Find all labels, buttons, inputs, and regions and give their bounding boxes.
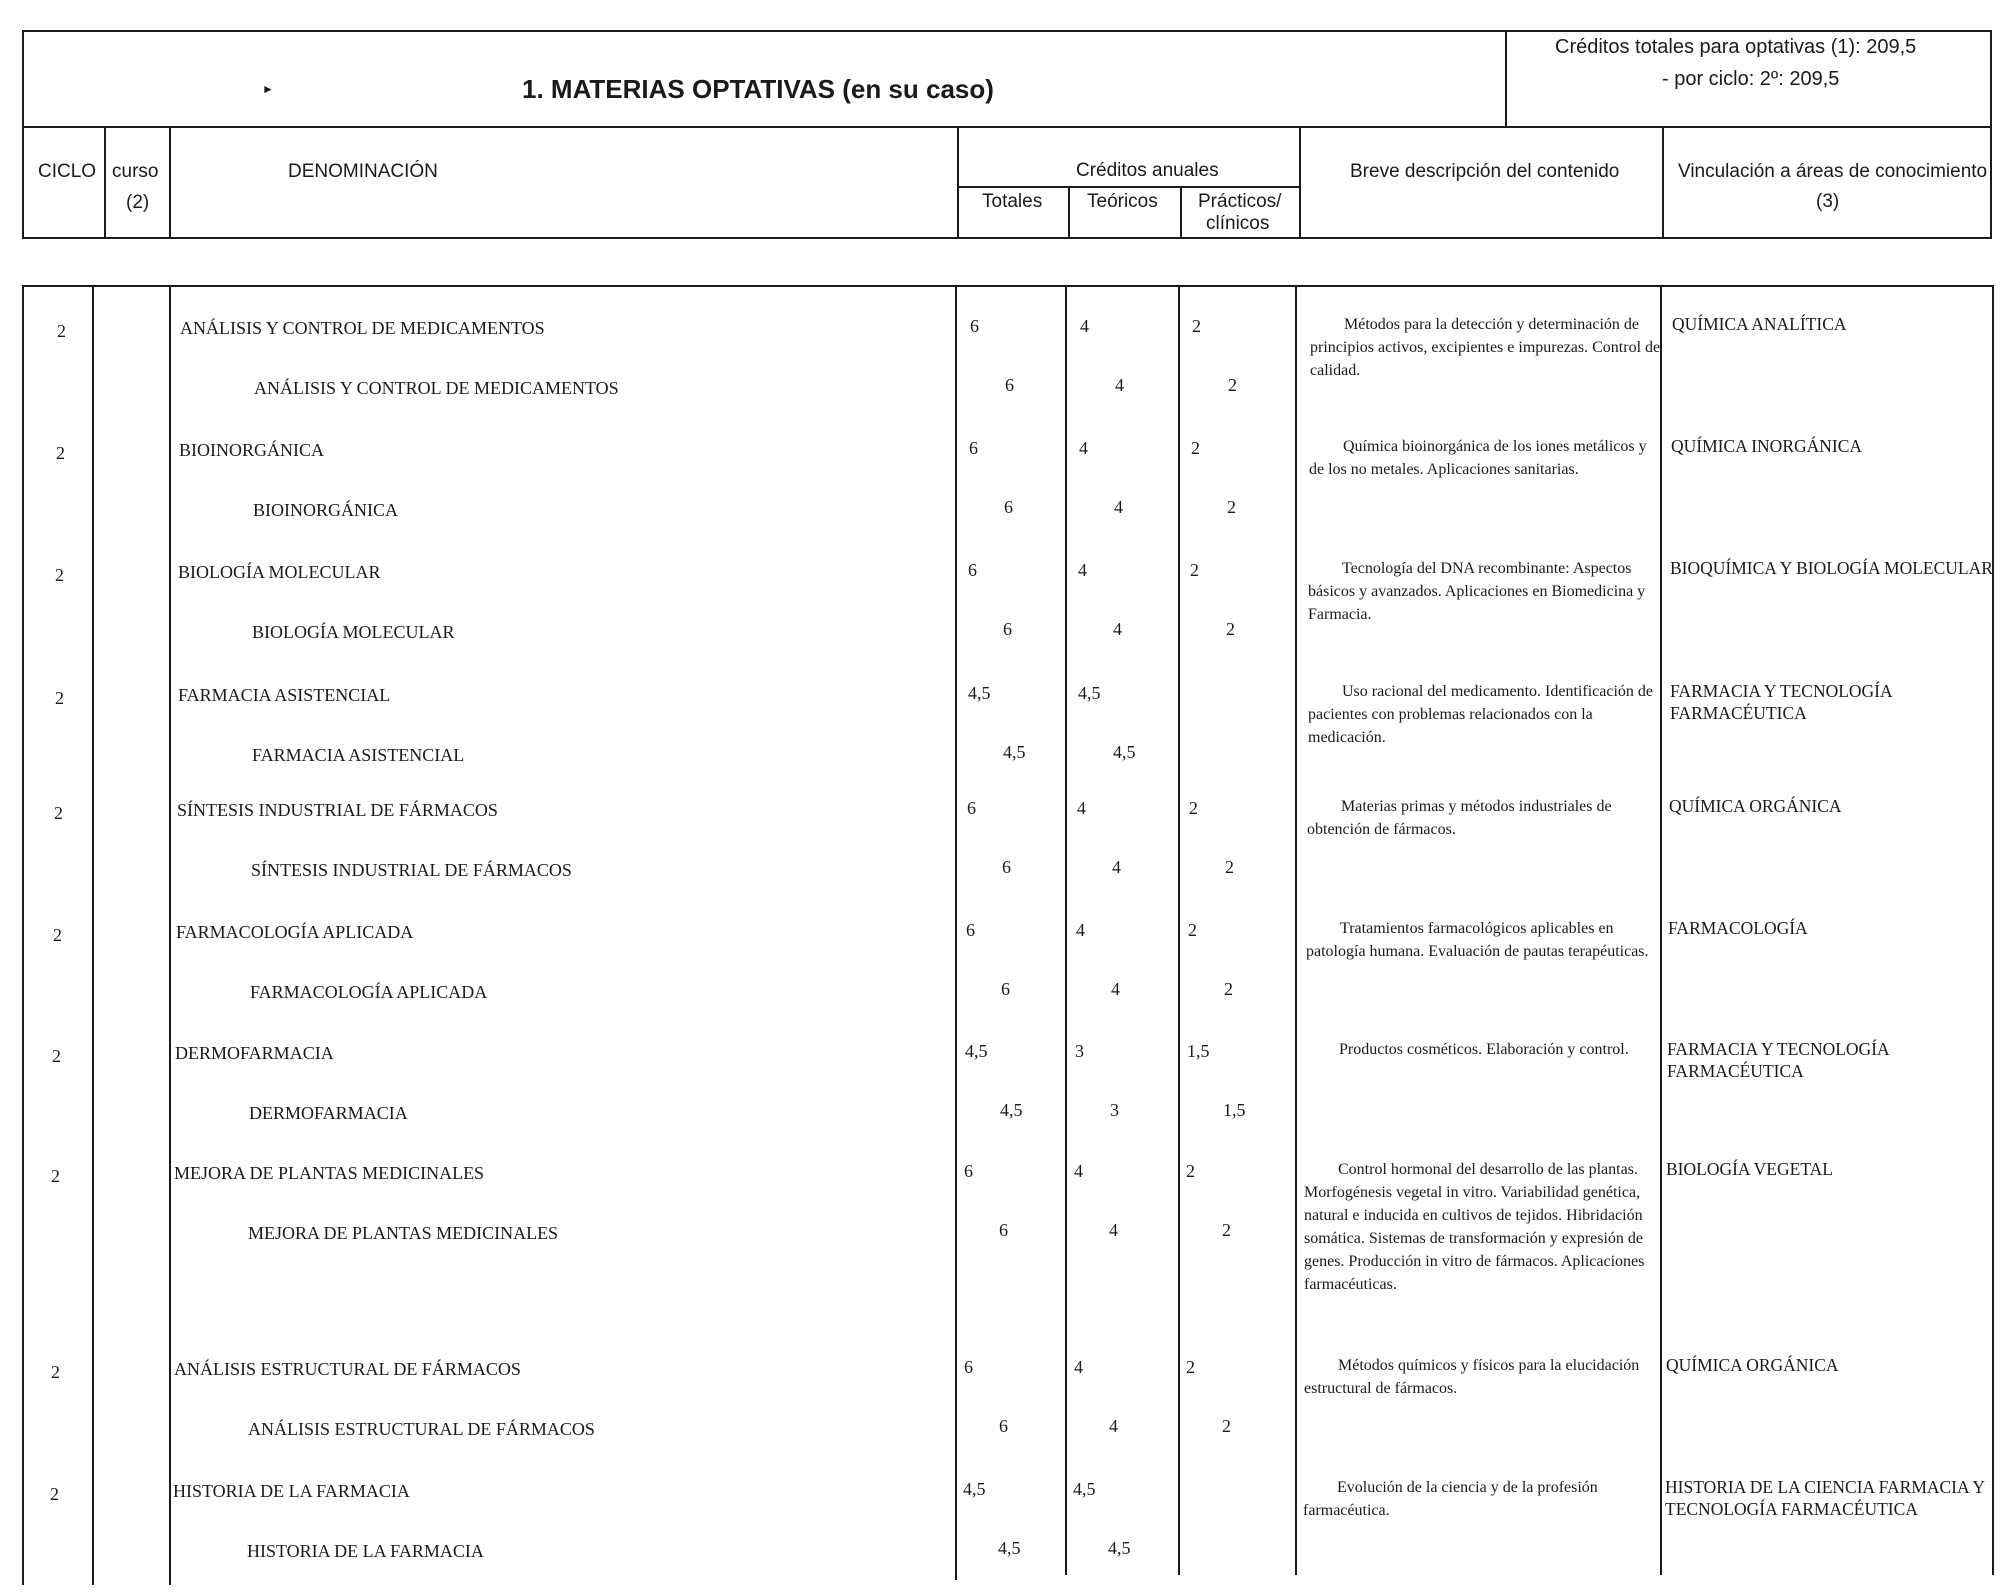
credits-practicos: 1,5 <box>1187 1041 1210 1061</box>
description-text: Métodos químicos y físicos para la elucidación estructural de fármacos. <box>1304 1357 1640 1397</box>
sub-credits-teoricos: 4 <box>1109 1220 1118 1240</box>
row-ciclo: 2 <box>54 803 63 823</box>
sub-credits-totales: 4,5 <box>998 1538 1021 1558</box>
credits-practicos: 2 <box>1188 920 1197 940</box>
sub-credits-teoricos: 4 <box>1109 1416 1118 1436</box>
credits-teoricos: 4 <box>1074 1357 1083 1377</box>
subject-name: HISTORIA DE LA FARMACIA <box>173 1481 410 1501</box>
knowledge-area: FARMACOLOGÍA <box>1668 918 1808 938</box>
subsubject-name: FARMACIA ASISTENCIAL <box>252 745 465 765</box>
row-ciclo: 2 <box>53 925 62 945</box>
row-ciclo: 2 <box>55 565 64 585</box>
credits-totales: 6 <box>964 1357 973 1377</box>
description-text: Uso racional del medicamento. Identificación de pacientes con problemas relacionados con la medicación. <box>1308 683 1653 746</box>
header-curso-note: (2) <box>126 192 150 213</box>
credits-practicos: 2 <box>1186 1357 1195 1377</box>
sub-credits-teoricos: 3 <box>1110 1100 1119 1120</box>
sub-credits-practicos: 2 <box>1222 1220 1231 1240</box>
sub-credits-teoricos: 4 <box>1114 497 1123 517</box>
sub-credits-totales: 4,5 <box>1003 742 1026 762</box>
sub-credits-teoricos: 4 <box>1111 979 1120 999</box>
credits-totales: 6 <box>966 920 975 940</box>
sub-credits-practicos: 1,5 <box>1223 1100 1246 1120</box>
header-creditos-anuales: Créditos anuales <box>1076 160 1219 181</box>
subsubject-name: DERMOFARMACIA <box>249 1103 408 1123</box>
subsubject-name: ANÁLISIS ESTRUCTURAL DE FÁRMACOS <box>248 1419 595 1439</box>
subsubject-name: HISTORIA DE LA FARMACIA <box>247 1541 484 1561</box>
credits-practicos: 2 <box>1186 1161 1195 1181</box>
knowledge-area: QUÍMICA ANALÍTICA <box>1672 314 1847 334</box>
sub-credits-teoricos: 4 <box>1113 619 1122 639</box>
subject-name: MEJORA DE PLANTAS MEDICINALES <box>174 1163 485 1183</box>
credits-totales: 4,5 <box>963 1479 986 1499</box>
sub-credits-practicos: 2 <box>1225 857 1234 877</box>
credits-teoricos: 4 <box>1077 798 1086 818</box>
sub-credits-practicos: 2 <box>1228 375 1237 395</box>
description-text: Tratamientos farmacológicos aplicables en patología humana. Evaluación de pautas terapéuticas. <box>1306 920 1649 960</box>
header-totales: Totales <box>982 191 1043 212</box>
credits-teoricos: 4,5 <box>1073 1479 1096 1499</box>
sub-credits-totales: 6 <box>999 1416 1008 1436</box>
credits-totales: 4,5 <box>965 1041 988 1061</box>
credits-teoricos: 4 <box>1076 920 1085 940</box>
credits-totales: 6 <box>970 316 979 336</box>
subject-name: DERMOFARMACIA <box>175 1043 334 1063</box>
row-ciclo: 2 <box>50 1484 59 1504</box>
credits-totales: 4,5 <box>968 683 991 703</box>
sub-credits-practicos: 2 <box>1224 979 1233 999</box>
description-text: Métodos para la detección y determinación de principios activos, excipientes e impurezas. Control de calidad. <box>1310 316 1661 379</box>
header-vinculacion: Vinculación a áreas de conocimiento <box>1678 161 1988 182</box>
description-text: Evolución de la ciencia y de la profesión farmacéutica. <box>1303 1479 1598 1519</box>
sub-credits-teoricos: 4 <box>1115 375 1124 395</box>
row-ciclo: 2 <box>51 1166 60 1186</box>
subject-name: FARMACOLOGÍA APLICADA <box>176 922 414 942</box>
body-top-rule <box>22 285 1994 287</box>
sub-credits-teoricos: 4,5 <box>1108 1538 1131 1558</box>
subject-name: BIOINORGÁNICA <box>179 440 324 460</box>
credits-practicos: 2 <box>1192 316 1201 336</box>
subsubject-name: SÍNTESIS INDUSTRIAL DE FÁRMACOS <box>251 860 572 880</box>
sub-credits-teoricos: 4,5 <box>1113 742 1136 762</box>
row-ciclo: 2 <box>56 443 65 463</box>
credits-total: Créditos totales para optativas (1): 209,5 <box>1555 36 1917 58</box>
sub-credits-totales: 6 <box>1003 619 1012 639</box>
row-ciclo: 2 <box>57 321 66 341</box>
description-text: Materias primas y métodos industriales de obtención de fármacos. <box>1307 798 1612 838</box>
header-denominacion: DENOMINACIÓN <box>288 161 438 182</box>
sub-credits-practicos: 2 <box>1226 619 1235 639</box>
sub-credits-practicos: 2 <box>1227 497 1236 517</box>
row-ciclo: 2 <box>51 1362 60 1382</box>
knowledge-area: QUÍMICA ORGÁNICA <box>1666 1355 1839 1375</box>
header-ciclo: CICLO <box>38 161 97 182</box>
credits-totales: 6 <box>968 560 977 580</box>
credits-teoricos: 4,5 <box>1078 683 1101 703</box>
sub-credits-totales: 6 <box>1001 979 1010 999</box>
sub-credits-teoricos: 4 <box>1112 857 1121 877</box>
subsubject-name: MEJORA DE PLANTAS MEDICINALES <box>248 1223 559 1243</box>
subsubject-name: ANÁLISIS Y CONTROL DE MEDICAMENTOS <box>254 378 619 398</box>
sub-credits-totales: 4,5 <box>1000 1100 1023 1120</box>
subject-name: BIOLOGÍA MOLECULAR <box>178 562 381 582</box>
credits-practicos: 2 <box>1190 560 1199 580</box>
credits-totales: 6 <box>969 438 978 458</box>
credits-por-ciclo: - por ciclo: 2º: 209,5 <box>1662 68 1840 90</box>
row-ciclo: 2 <box>55 688 64 708</box>
sub-credits-practicos: 2 <box>1222 1416 1231 1436</box>
description-text: Química bioinorgánica de los iones metálicos y de los no metales. Aplicaciones sanitarias. <box>1309 438 1647 478</box>
knowledge-area: QUÍMICA ORGÁNICA <box>1669 796 1842 816</box>
arrow-mark-icon: ► <box>262 82 274 96</box>
subject-name: ANÁLISIS ESTRUCTURAL DE FÁRMACOS <box>174 1359 521 1379</box>
header-clinicos: clínicos <box>1206 213 1270 234</box>
knowledge-area: BIOQUÍMICA Y BIOLOGÍA MOLECULAR <box>1670 558 1993 578</box>
header-curso: curso <box>112 161 159 182</box>
sub-credits-totales: 6 <box>1005 375 1014 395</box>
credits-teoricos: 4 <box>1078 560 1087 580</box>
description-text: Tecnología del DNA recombinante: Aspectos básicos y avanzados. Aplicaciones en Biomedicina y Farmacia. <box>1308 560 1646 623</box>
sub-credits-totales: 6 <box>1004 497 1013 517</box>
header-vinculacion-note: (3) <box>1816 191 1840 212</box>
credits-teoricos: 4 <box>1080 316 1089 336</box>
knowledge-area: BIOLOGÍA VEGETAL <box>1666 1159 1833 1179</box>
credits-totales: 6 <box>964 1161 973 1181</box>
credits-teoricos: 4 <box>1079 438 1088 458</box>
description-text: Control hormonal del desarrollo de las plantas. Morfogénesis vegetal in vitro. Variabilidad genética, natural e inducida en cultivos de tejidos. Hibridación somática. Sistemas de transformación y expresión de genes. Producción in vitro de fármacos. Aplicaciones farmacéuticas. <box>1304 1161 1645 1293</box>
page-title: 1. MATERIAS OPTATIVAS (en su caso) <box>522 74 994 104</box>
title-divider <box>1505 30 1507 128</box>
sub-credits-totales: 6 <box>1002 857 1011 877</box>
header-teoricos: Teóricos <box>1087 191 1158 212</box>
knowledge-area: HISTORIA DE LA CIENCIA FARMACIA Y TECNOLOGÍA FARMACÉUTICA <box>1665 1477 1985 1519</box>
subsubject-name: FARMACOLOGÍA APLICADA <box>250 982 488 1002</box>
credits-practicos: 2 <box>1191 438 1200 458</box>
knowledge-area: FARMACIA Y TECNOLOGÍA FARMACÉUTICA <box>1667 1039 1889 1081</box>
credits-practicos: 2 <box>1189 798 1198 818</box>
subsubject-name: BIOLOGÍA MOLECULAR <box>252 622 455 642</box>
subject-name: FARMACIA ASISTENCIAL <box>178 685 391 705</box>
description-text: Productos cosméticos. Elaboración y control. <box>1339 1041 1629 1058</box>
header-practicos: Prácticos/ <box>1198 191 1282 212</box>
subject-name: SÍNTESIS INDUSTRIAL DE FÁRMACOS <box>177 800 498 820</box>
sub-credits-totales: 6 <box>999 1220 1008 1240</box>
header-descripcion: Breve descripción del contenido <box>1350 161 1620 182</box>
credits-teoricos: 4 <box>1074 1161 1083 1181</box>
knowledge-area: QUÍMICA INORGÁNICA <box>1671 436 1863 456</box>
credits-totales: 6 <box>967 798 976 818</box>
knowledge-area: FARMACIA Y TECNOLOGÍA FARMACÉUTICA <box>1670 681 1892 723</box>
credits-teoricos: 3 <box>1075 1041 1084 1061</box>
subject-name: ANÁLISIS Y CONTROL DE MEDICAMENTOS <box>180 318 545 338</box>
subsubject-name: BIOINORGÁNICA <box>253 500 398 520</box>
row-ciclo: 2 <box>52 1046 61 1066</box>
